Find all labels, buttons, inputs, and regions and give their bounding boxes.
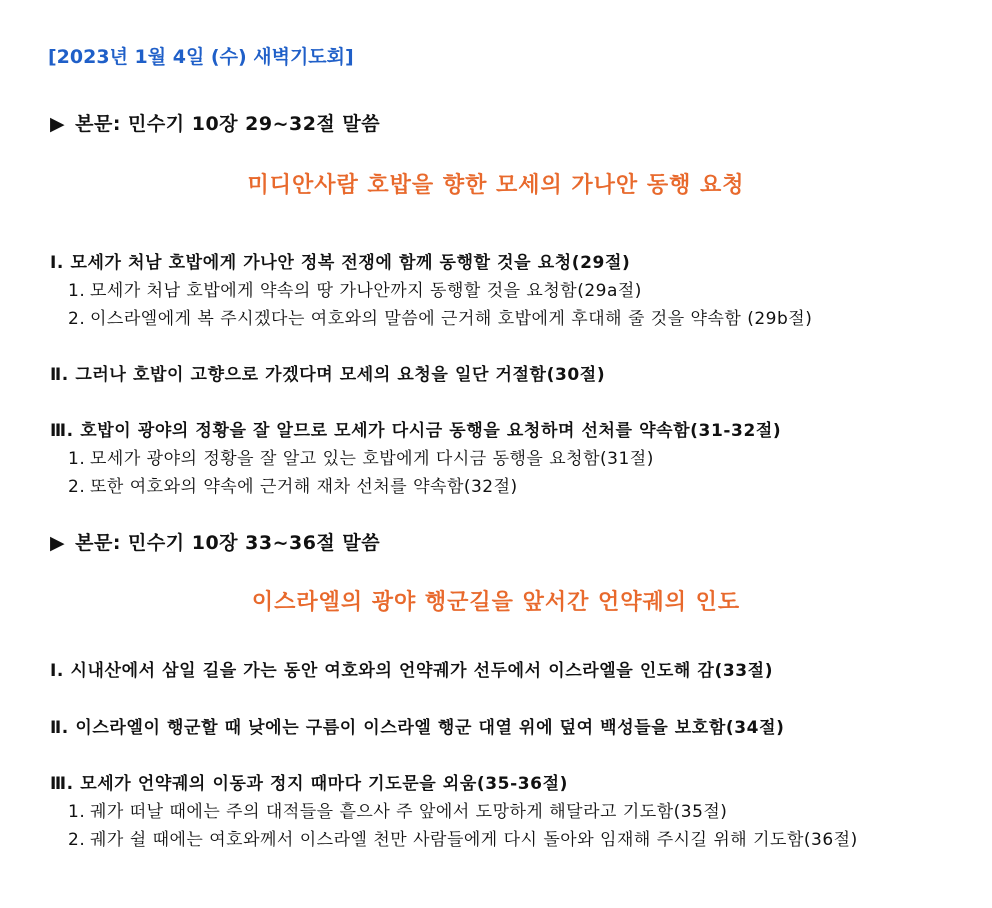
item-number: 2. bbox=[68, 830, 86, 850]
sub-item bbox=[68, 276, 642, 301]
sermon-title-2: 이스라엘의 광야 행군길을 앞서간 언약궤의 인도 bbox=[251, 590, 741, 615]
point-heading bbox=[50, 769, 568, 794]
triangle-bullet-icon: ▶ bbox=[50, 113, 66, 135]
sub-item bbox=[68, 444, 654, 469]
point-heading bbox=[50, 416, 781, 441]
point-heading-text: 모세가 처남 호밥에게 가나안 정복 전쟁에 함께 동행할 것을 요청(29절) bbox=[70, 253, 631, 273]
sub-item bbox=[68, 797, 727, 822]
sub-item bbox=[68, 472, 518, 497]
scripture-reference-text: 본문: 민수기 10장 29~32절 말씀 bbox=[75, 113, 381, 135]
triangle-bullet-icon: ▶ bbox=[50, 532, 66, 554]
item-number: 1. bbox=[68, 802, 86, 822]
item-text: 모세가 광야의 정황을 잘 알고 있는 호밥에게 다시금 동행을 요청함(31절) bbox=[90, 449, 654, 469]
roman-numeral: Ⅱ. bbox=[50, 365, 69, 385]
roman-numeral: Ⅰ. bbox=[50, 661, 64, 681]
sub-item bbox=[68, 825, 858, 850]
scripture-reference-2 bbox=[50, 528, 380, 555]
scripture-reference-1 bbox=[50, 109, 380, 136]
roman-numeral: Ⅲ. bbox=[50, 774, 74, 794]
sub-item bbox=[68, 304, 812, 329]
point-heading-text: 이스라엘이 행군할 때 낮에는 구름이 이스라엘 행군 대열 위에 덮여 백성들을 보호함(34절) bbox=[75, 718, 785, 738]
item-number: 2. bbox=[68, 477, 86, 497]
roman-numeral: Ⅰ. bbox=[50, 253, 64, 273]
item-text: 궤가 떠날 때에는 주의 대적들을 흩으사 주 앞에서 도망하게 해달라고 기도함(35절) bbox=[90, 802, 728, 822]
sermon-title-1: 미디안사람 호밥을 향한 모세의 가나안 동행 요청 bbox=[247, 173, 745, 198]
roman-numeral: Ⅱ. bbox=[50, 718, 69, 738]
item-text: 궤가 쉴 때에는 여호와께서 이스라엘 천만 사람들에게 다시 돌아와 임재해 주시길 위해 기도함(36절) bbox=[90, 830, 858, 850]
point-heading-text: 모세가 언약궤의 이동과 정지 때마다 기도문을 외움(35-36절) bbox=[80, 774, 568, 794]
item-number: 2. bbox=[68, 309, 86, 329]
item-text: 이스라엘에게 복 주시겠다는 여호와의 말씀에 근거해 호밥에게 후대해 줄 것을 약속함 (29b절) bbox=[90, 309, 813, 329]
item-text: 또한 여호와의 약속에 근거해 재차 선처를 약속함(32절) bbox=[90, 477, 518, 497]
point-heading-text: 시내산에서 삼일 길을 가는 동안 여호와의 언약궤가 선두에서 이스라엘을 인도해 감(33절) bbox=[70, 661, 774, 681]
point-heading-text: 그러나 호밥이 고향으로 가겠다며 모세의 요청을 일단 거절함(30절) bbox=[75, 365, 606, 385]
item-number: 1. bbox=[68, 281, 86, 301]
scripture-reference-text: 본문: 민수기 10장 33~36절 말씀 bbox=[75, 532, 381, 554]
roman-numeral: Ⅲ. bbox=[50, 421, 74, 441]
point-heading bbox=[50, 360, 605, 385]
item-text: 모세가 처남 호밥에게 약속의 땅 가나안까지 동행할 것을 요청함(29a절) bbox=[90, 281, 642, 301]
point-heading-text: 호밥이 광야의 정황을 잘 알므로 모세가 다시금 동행을 요청하며 선처를 약속함(31-32절) bbox=[80, 421, 782, 441]
point-heading bbox=[50, 713, 784, 738]
item-number: 1. bbox=[68, 449, 86, 469]
point-heading bbox=[50, 248, 630, 273]
point-heading bbox=[50, 656, 773, 681]
service-date-header: [2023년 1월 4일 (수) 새벽기도회] bbox=[48, 46, 354, 68]
